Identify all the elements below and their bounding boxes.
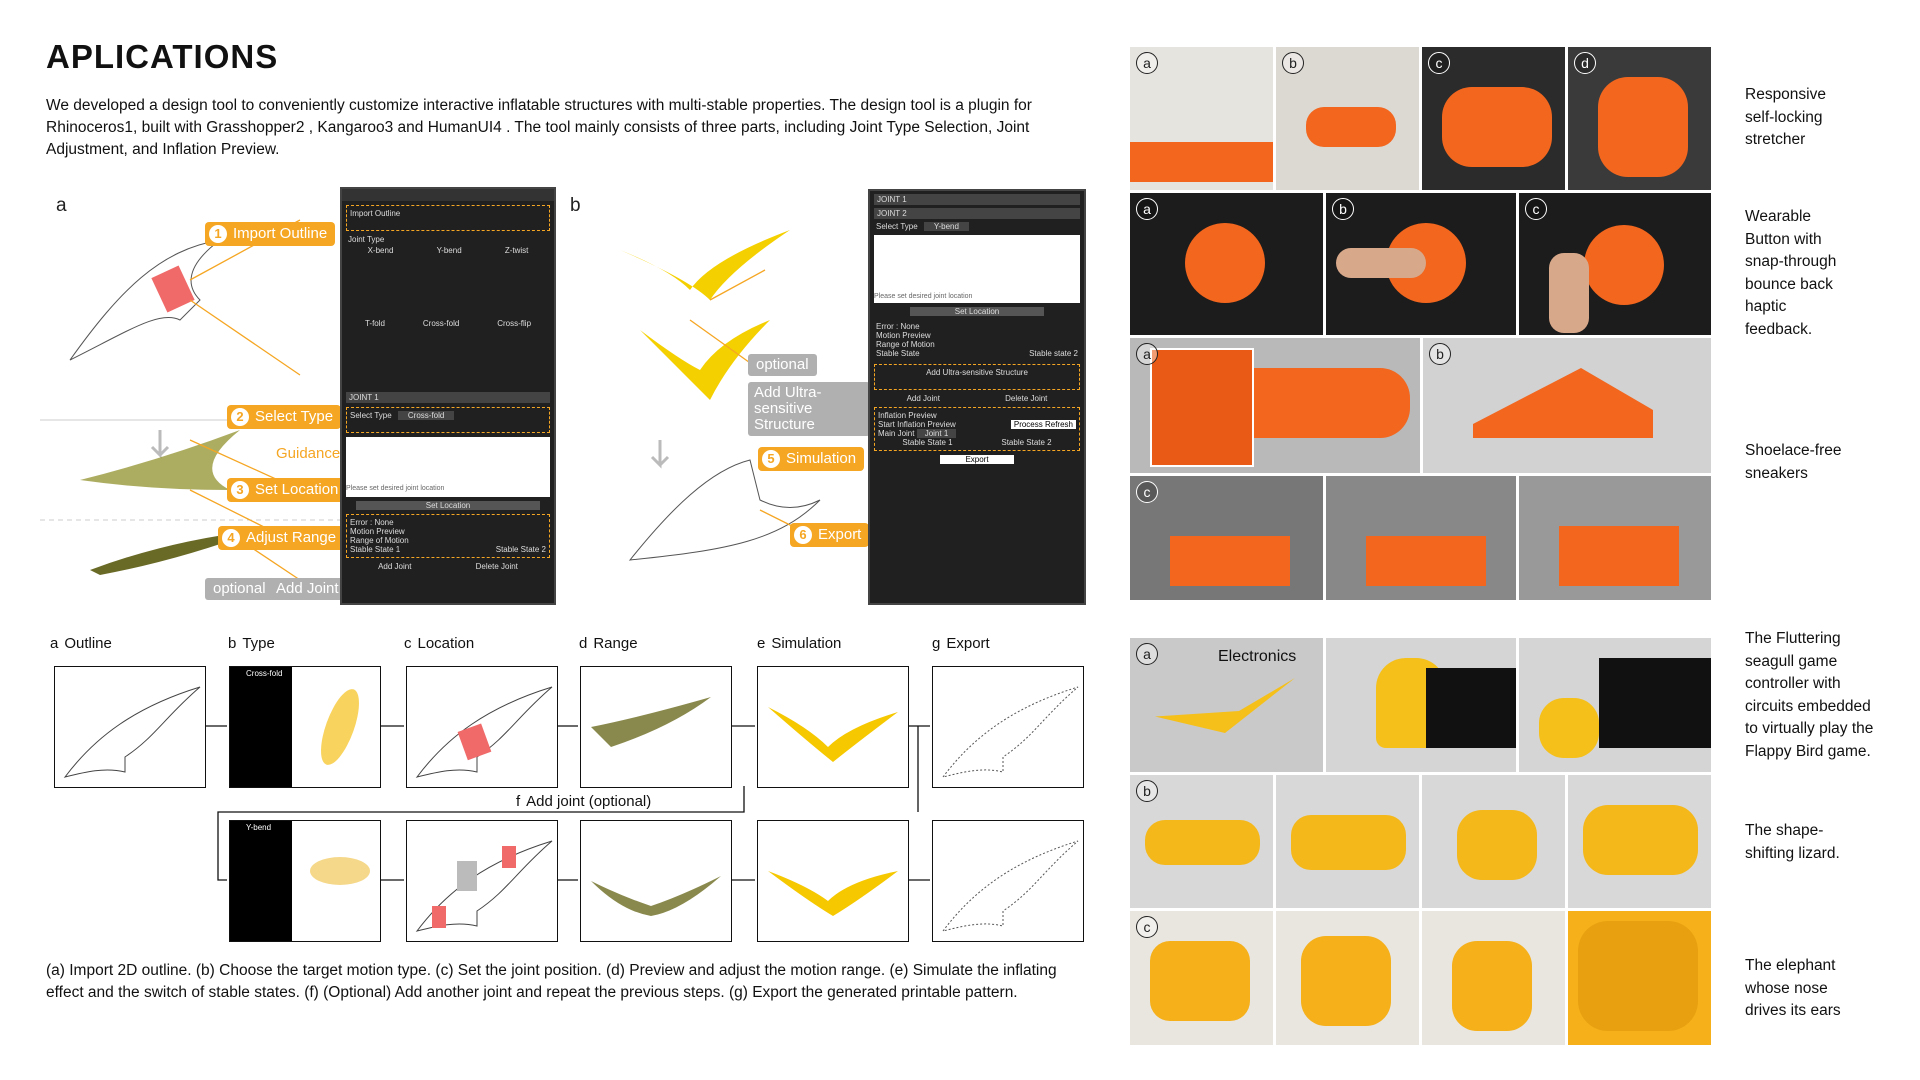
seagull-photo-c <box>1519 638 1711 772</box>
photo-letter: b <box>1282 52 1304 74</box>
error-status: Error : None <box>876 322 920 331</box>
workflow-outline-box <box>54 666 206 788</box>
sneaker-worn <box>1170 536 1290 586</box>
step-import-outline <box>205 222 335 246</box>
sneaker-worn <box>1366 536 1486 586</box>
finger <box>1336 248 1426 278</box>
app-desc-seagull <box>1745 628 1873 763</box>
desc-line: drives its ears <box>1745 1002 1841 1019</box>
range-of-motion-slider[interactable]: Range of Motion <box>876 340 935 349</box>
stretcher-locked <box>1598 77 1688 177</box>
joint-type-option[interactable]: Cross-flip <box>497 319 532 328</box>
joint-type-option[interactable]: Y-bend <box>436 246 462 255</box>
workflow-export-box <box>932 666 1084 788</box>
simulation2-illustration <box>758 821 908 941</box>
elephant-body <box>1150 941 1250 1021</box>
button-photo-a <box>1130 193 1323 335</box>
workflow-name: Simulation <box>771 635 842 652</box>
workflow-range-box <box>580 666 732 788</box>
desc-line: Shoelace-free <box>1745 442 1842 459</box>
elephant-body <box>1452 941 1532 1031</box>
sneaker-flat <box>1473 368 1653 438</box>
import-outline-button[interactable]: Import Outline <box>346 205 550 231</box>
stretcher-inflated <box>1306 107 1396 147</box>
stretcher-photo-c <box>1422 47 1565 190</box>
workflow-type2-box <box>229 820 381 942</box>
photo-letter: c <box>1525 198 1547 220</box>
joint-1-header: JOINT 1 <box>346 392 550 403</box>
stable-state-1-label: Stable State 1 <box>350 545 401 554</box>
workflow-label-location <box>404 635 474 652</box>
desc-line: feedback. <box>1745 320 1813 338</box>
workflow-location-box <box>406 666 558 788</box>
desc-line: stretcher <box>1745 131 1806 148</box>
optional-tag-b: optional <box>748 354 817 376</box>
design-tool-panel-a <box>340 187 556 605</box>
workflow-export2-box <box>932 820 1084 942</box>
joint-type-option[interactable]: Z-twist <box>504 246 529 255</box>
workflow-letter: b <box>228 635 237 652</box>
range2-illustration <box>581 821 731 941</box>
delete-joint-button[interactable]: Delete Joint <box>1005 394 1048 403</box>
app-desc-sneakers <box>1745 440 1842 485</box>
ultra-sensitive-tag: Add Ultra-sensitive Structure <box>748 382 870 436</box>
photo-letter: a <box>1136 198 1158 220</box>
inflation-preview-section <box>874 407 1080 451</box>
workflow-letter: g <box>932 635 941 652</box>
step-select-type <box>227 405 341 429</box>
desc-line: shifting lizard. <box>1745 844 1840 862</box>
simulation-illustration <box>758 667 908 787</box>
seagull-controller <box>1539 698 1599 758</box>
add-ultra-sensitive-button[interactable]: Add Ultra-sensitive Structure <box>874 364 1080 390</box>
design-tool-panel-b <box>868 189 1086 605</box>
workflow-letter: f <box>516 793 521 810</box>
cross-fold-illustration <box>300 677 380 777</box>
step-label: Adjust Range <box>246 529 337 546</box>
workflow-label-type <box>228 635 275 652</box>
app-desc-elephant <box>1745 955 1841 1023</box>
workflow-label-export <box>932 635 990 652</box>
lizard-body <box>1291 815 1406 870</box>
workflow-type-box <box>229 666 381 788</box>
step-set-location <box>227 478 346 502</box>
workflow-letter: e <box>757 635 766 652</box>
step-number: 3 <box>231 481 249 499</box>
elephant-closeup <box>1578 921 1698 1031</box>
workflow-name: Range <box>593 635 638 652</box>
step-number: 5 <box>762 450 780 468</box>
add-joint-button[interactable]: Add Joint <box>906 394 940 403</box>
photo-letter: d <box>1574 52 1596 74</box>
elephant-photo-1 <box>1130 911 1273 1045</box>
elephant-photo-2 <box>1276 911 1419 1045</box>
sneaker-photo-c1 <box>1130 476 1323 600</box>
sneaker-zoom-inset <box>1150 348 1254 467</box>
stretcher-closeup <box>1442 87 1552 167</box>
range-illustration <box>581 667 731 787</box>
seagull-photo-a <box>1130 638 1323 772</box>
inflatable-button <box>1584 225 1664 305</box>
process-refresh-button[interactable]: Process Refresh <box>1011 420 1076 429</box>
seagull-controller <box>1155 678 1295 733</box>
type-icon-panel <box>230 821 292 941</box>
diagram-a-letter: a <box>56 195 67 216</box>
desc-line: The shape- <box>1745 822 1824 839</box>
desc-line: self-locking <box>1745 108 1823 126</box>
photo-letter: a <box>1136 343 1158 365</box>
lizard-photo-3 <box>1422 775 1565 908</box>
finger <box>1549 253 1589 333</box>
workflow-label-outline <box>50 635 112 652</box>
joint-1-header: JOINT 1 <box>874 194 1080 205</box>
step-number: 4 <box>222 529 240 547</box>
export-button[interactable]: Export <box>940 455 1014 464</box>
location2-illustration <box>407 821 557 941</box>
step-number: 1 <box>209 225 227 243</box>
sneaker-photo-c2 <box>1326 476 1516 600</box>
diagram-b-letter: b <box>570 195 581 216</box>
add-joint-tag: Add Joint <box>268 578 347 600</box>
joint-type-option[interactable]: X-bend <box>367 246 394 255</box>
export-pattern <box>933 667 1083 787</box>
stretcher-photo-b <box>1276 47 1419 190</box>
joint-preview: Please set desired joint location <box>874 235 1080 303</box>
set-location-button[interactable]: Set Location <box>356 501 540 510</box>
select-type-label: Select Type <box>876 222 918 231</box>
guidance-label: Guidance <box>276 445 341 462</box>
workflow-name: Add joint (optional) <box>526 793 652 810</box>
workflow-name: Type <box>242 635 275 652</box>
select-type-label: Select Type <box>350 411 392 420</box>
photo-letter: b <box>1429 343 1451 365</box>
step-adjust-range <box>218 526 344 550</box>
intro-paragraph: We developed a design tool to conveniently customize interactive inflatable structures with multi-stable properties. The design tool is a plugin for Rhinoceros1, built with Grasshopper2 , Kangaroo3 and HumanUI4 . The tool mainly consists of three parts, including Joint Type Selection, Joint Adjustment, and Inflation Preview. <box>46 97 1032 158</box>
step-number: 2 <box>231 408 249 426</box>
workflow-simulation-box <box>757 666 909 788</box>
window-titlebar <box>342 189 554 201</box>
button-photo-c <box>1519 193 1711 335</box>
elephant-photo-3 <box>1422 911 1565 1045</box>
range-of-motion-slider[interactable]: Range of Motion <box>350 536 409 545</box>
app-desc-stretcher <box>1745 84 1826 152</box>
step-number: 6 <box>794 526 812 544</box>
sneaker-photo-c3 <box>1519 476 1711 600</box>
joint-type-option[interactable]: T-fold <box>364 319 385 328</box>
figure-caption: (a) Import 2D outline. (b) Choose the target motion type. (c) Set the joint position. (d) Preview and adjust the motion range. (e) Simulate the inflating effect and the switch of stable states. (f) (Optional) Add another joint and repeat the previous steps. (g) Export the generated printable pattern. <box>46 962 1057 1001</box>
add-joint-button[interactable]: Add Joint <box>378 562 412 571</box>
stretcher-photo-d <box>1568 47 1711 190</box>
y-bend-illustration <box>300 831 380 931</box>
lizard-body <box>1457 810 1537 880</box>
workflow-letter: d <box>579 635 588 652</box>
photo-letter: c <box>1136 916 1158 938</box>
seagull-photo-b <box>1326 638 1516 772</box>
joint-type-icons-row1 <box>342 257 554 317</box>
workflow-letter: a <box>50 635 59 652</box>
desc-line: The elephant <box>1745 957 1836 974</box>
step-label: Simulation <box>786 450 857 467</box>
workflow-name: Location <box>417 635 475 652</box>
select-type-row <box>346 407 550 433</box>
main-joint-label: Main Joint <box>878 429 915 438</box>
desc-line: Wearable <box>1745 208 1812 225</box>
electronics-label: Electronics <box>1218 648 1297 665</box>
start-inflation-toggle[interactable]: Start Inflation Preview <box>878 420 956 429</box>
joint-preview: Please set desired joint location <box>346 437 550 497</box>
motion-section <box>346 514 550 558</box>
photo-letter: a <box>1136 52 1158 74</box>
inflatable-button <box>1185 223 1265 303</box>
workflow-name: Export <box>946 635 990 652</box>
page-title: APLICATIONS <box>46 38 279 75</box>
workflow-label-add-joint <box>516 793 651 810</box>
sneaker-photo-b <box>1423 338 1711 473</box>
joint-type-icons-row2 <box>342 330 554 390</box>
desc-line: The Fluttering <box>1745 630 1841 647</box>
stable-state-2-radio[interactable]: Stable State 2 <box>1001 438 1052 447</box>
desc-line: to virtually play the <box>1745 720 1874 737</box>
desc-line: controller with <box>1745 675 1841 692</box>
elephant-body <box>1301 936 1391 1026</box>
lizard-photo-2 <box>1276 775 1419 908</box>
desc-line: bounce back <box>1745 275 1833 293</box>
photo-letter: c <box>1428 52 1450 74</box>
step-label: Import Outline <box>233 225 328 242</box>
set-location-button[interactable]: Set Location <box>910 307 1044 316</box>
stable-state-1-radio[interactable]: Stable State 1 <box>902 438 953 447</box>
desc-line: circuits embedded <box>1745 697 1871 715</box>
joint-type-heading: Joint Type <box>348 235 385 244</box>
workflow-location2-box <box>406 820 558 942</box>
select-type-dropdown[interactable]: Cross-fold <box>398 411 454 420</box>
lizard-photo-1 <box>1130 775 1273 908</box>
workflow-letter: c <box>404 635 412 652</box>
cross-fold-label: Cross-fold <box>246 669 283 678</box>
desc-line: snap-through <box>1745 253 1837 270</box>
photo-letter: b <box>1136 780 1158 802</box>
stretcher-photo-a <box>1130 47 1273 190</box>
motion-preview-toggle[interactable]: Motion Preview <box>876 331 931 340</box>
workflow-simulation2-box <box>757 820 909 942</box>
sneaker-photo-a <box>1130 338 1420 473</box>
elephant-photo-4 <box>1568 911 1711 1045</box>
workflow-name: Outline <box>64 635 112 652</box>
desc-line: Flappy Bird game. <box>1745 742 1871 760</box>
laptop-screen <box>1426 668 1516 748</box>
desc-line: haptic <box>1745 298 1787 315</box>
stable-state-2-label: Stable State 2 <box>495 545 546 554</box>
sneaker-worn <box>1559 526 1679 586</box>
photo-letter: a <box>1136 643 1158 665</box>
lizard-body <box>1583 805 1698 875</box>
main-joint-dropdown[interactable]: Joint 1 <box>917 429 957 438</box>
optional-tag: optional <box>205 578 274 600</box>
y-bend-label: Y-bend <box>246 823 272 832</box>
stable-state-label: Stable State <box>876 349 920 358</box>
delete-joint-button[interactable]: Delete Joint <box>475 562 518 571</box>
stable-state-2-label: Stable state 2 <box>1029 349 1078 358</box>
lizard-body <box>1145 820 1260 865</box>
button-photo-b <box>1326 193 1516 335</box>
seagull-outline <box>55 667 205 787</box>
export2-pattern <box>933 821 1083 941</box>
desc-line: Responsive <box>1745 86 1826 103</box>
lizard-photo-4 <box>1568 775 1711 908</box>
step-label: Export <box>818 526 862 543</box>
error-status: Error : None <box>350 518 394 527</box>
laptop-screen <box>1599 658 1711 748</box>
joint-2-header: JOINT 2 <box>874 208 1080 219</box>
workflow-range2-box <box>580 820 732 942</box>
step-label: Select Type <box>255 408 334 425</box>
photo-letter: c <box>1136 481 1158 503</box>
select-type-dropdown[interactable]: Y-bend <box>924 222 969 231</box>
workflow-label-range <box>579 635 638 652</box>
workflow-label-simulation <box>757 635 841 652</box>
location-illustration <box>407 667 557 787</box>
type-icon-panel <box>230 667 292 787</box>
app-desc-lizard <box>1745 820 1840 865</box>
step-simulation <box>758 447 864 471</box>
step-export <box>790 523 869 547</box>
photo-letter: b <box>1332 198 1354 220</box>
step-label: Set Location <box>255 481 339 498</box>
motion-preview-toggle[interactable]: Motion Preview <box>350 527 405 536</box>
joint-type-option[interactable]: Cross-fold <box>422 319 460 328</box>
app-desc-button <box>1745 206 1836 341</box>
desc-line: whose nose <box>1745 979 1828 997</box>
stretcher-board <box>1130 142 1273 182</box>
desc-line: seagull game <box>1745 652 1838 670</box>
desc-line: Button with <box>1745 230 1822 248</box>
desc-line: sneakers <box>1745 464 1808 482</box>
inflation-preview-heading: Inflation Preview <box>878 411 937 420</box>
